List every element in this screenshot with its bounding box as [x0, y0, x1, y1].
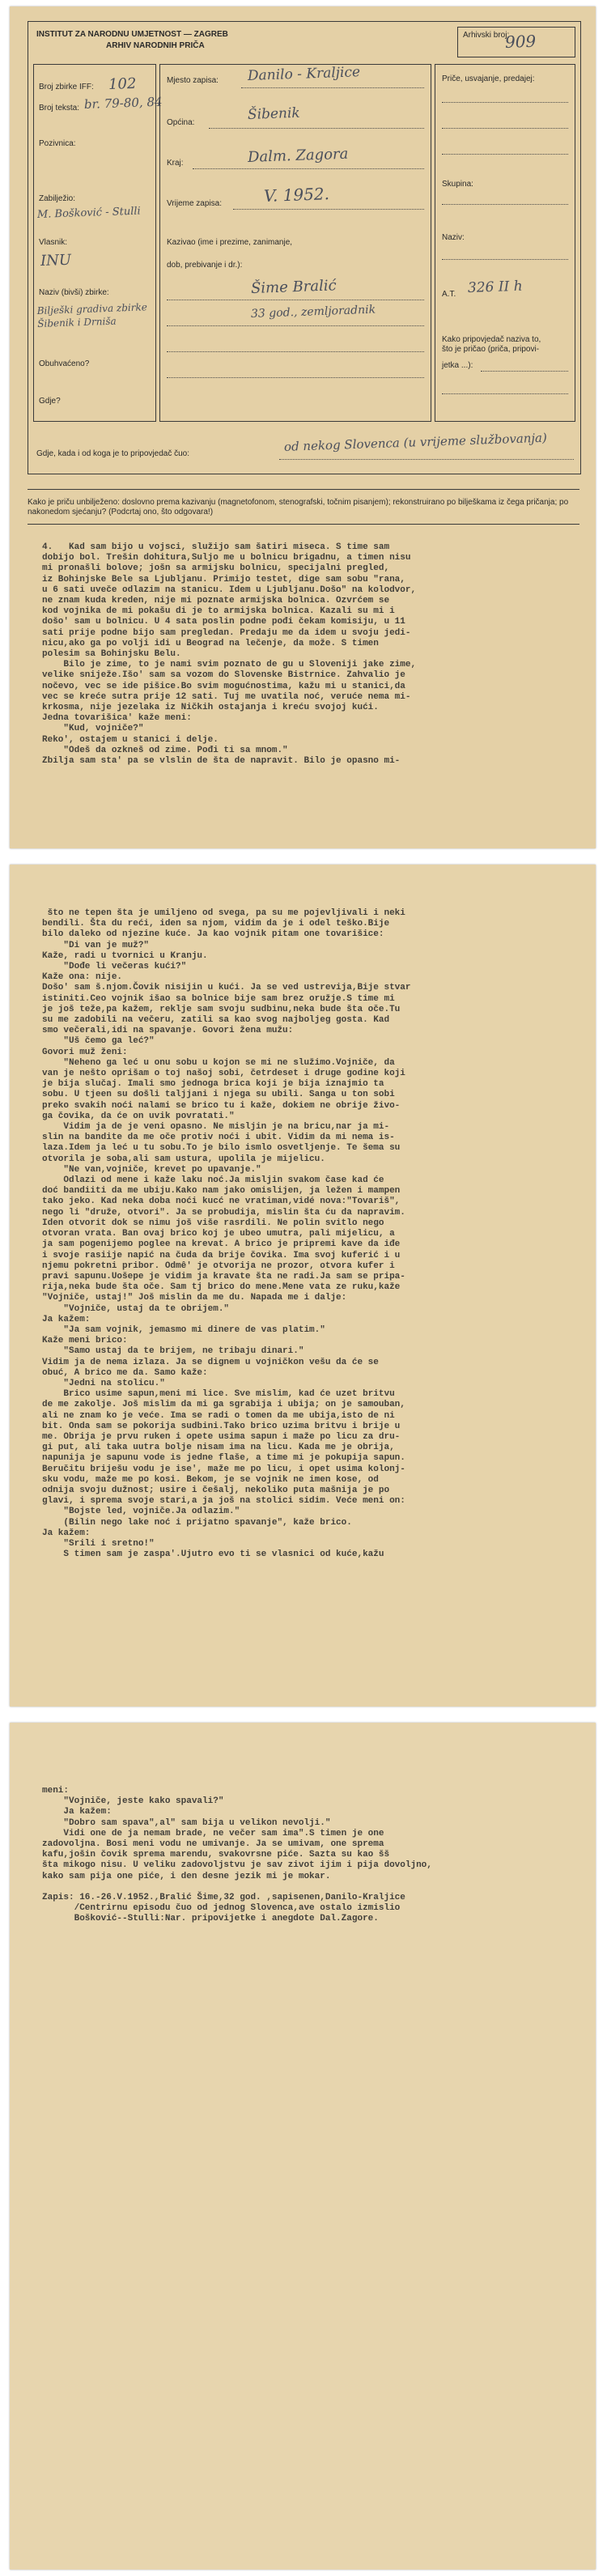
archive-subtitle: ARHIV NARODNIH PRIČA [106, 41, 205, 50]
time-value: V. 1952. [263, 184, 330, 206]
typed-line: zadovoljna. Bosi meni vodu ne umivanje. Ja se umivam, one sprema [42, 1839, 384, 1850]
typed-line: "Bojste led, vojniče.Ja odlazim." [42, 1507, 240, 1517]
typed-line: došo' sam u bolnicu. U 4 sata poslin podne pođi čekam komisiju, u 11 [42, 617, 405, 627]
typed-line: "Srili i sretno!" [42, 1538, 155, 1549]
typed-line: /Centrirnu episodu čuo od jednog Slovenca,ave ostalo izmislio [42, 1903, 401, 1914]
typed-line: napunija je sapunu vode is jedne flaše, a time mi je pokupija sapun. [42, 1453, 405, 1464]
typed-line: meni: [42, 1786, 70, 1796]
place-value: Danilo - Kraljice [247, 64, 361, 84]
collection-number-label: Broj zbirke IFF: [39, 83, 94, 91]
typed-line: Govori muž ženi: [42, 1047, 128, 1057]
owner-value: INU [40, 251, 72, 270]
invitation-label: Pozivnica: [39, 139, 76, 148]
typed-text-page-1 [42, 542, 578, 767]
typed-line: dobijo bol. Trešin dohitura,Suljo me u bolnicu brigadnu, a timen nisu [42, 553, 411, 563]
typed-line: otvoran vrata. Ban ovaj brico koj je ubeo umutra, pali mijelicu, a [42, 1229, 395, 1239]
typed-line: kafu,jošin čovik sprema marendu, svakovrsne piće. Sazta su kao šš [42, 1850, 390, 1860]
region-label: Kraj: [167, 159, 184, 168]
typed-line: ali ne znam ko je veće. Ima se radi o tomen da me ubija,isto de ni [42, 1410, 395, 1421]
typed-line: što ne tepen šta je umiljeno od svega, pa su me pojevljivali i neki [42, 908, 405, 918]
typed-line: "Ne van,vojniče, krevet po upavanje." [42, 1164, 261, 1175]
typed-line: kod vojnika de mi pokašu di je to armijska bolnica. Kazali su mi i [42, 606, 395, 617]
typed-line: ja sam pogenijemo poglee na krevat. A brico je pripremi kave da iđe [42, 1239, 401, 1250]
typed-line: Brico usime sapun,meni mi lice. Sve mislim, kad će uzet britvu [42, 1389, 395, 1400]
typed-line: slin na bandite da me oče protiv noći i ubit. Vidim da mi nema is- [42, 1133, 395, 1143]
typed-line: Bošković--Stulli:Nar. pripovijetke i anegdote Dal.Zagore. [42, 1914, 379, 1924]
typed-line: pravi sapunu.Uošepe je vidim ja kravate šta ne radi.Ja sam se pripa- [42, 1271, 405, 1282]
typed-line: otvorila je soba,ali sam ustura, upolila je mijelicu. [42, 1154, 325, 1164]
typed-line: Ja kažem: [42, 1314, 91, 1324]
typed-line: glavi, i sprema svoje stari,a ja još na stolici sidim. Veće meni on: [42, 1496, 405, 1507]
narrator-calls-label-line3: jetka ...): [442, 361, 473, 370]
typed-line: njemu pokretni pribor. Odmê' je otvorija ne prozor, otvora kufer i [42, 1260, 395, 1271]
typed-line: nicu,ako ga po volji idi u Beograd na lečenje, da može. S timen [42, 638, 379, 648]
typed-line: bilo daleko od njezine kuće. Ja kao vojnik pitam one tovarišice: [42, 929, 384, 940]
typed-line: tako jeko. Kad neka doba noći kucć ne vratiman,vidé nova:"Tovariš", [42, 1197, 401, 1207]
typed-line: Došo' sam š.njom.Čovik nisijin u kući. Ja se ved ustrevija,Bije stvar [42, 983, 411, 993]
typed-line: i svoje rasiije napić na čuda da brije čovika. Ima svoj kuferić i u [42, 1250, 401, 1260]
typed-line: "Odeš da ozkneš od zime. Pođi ti sa mnom." [42, 745, 288, 755]
recorder-label: Zabilježio: [39, 194, 76, 203]
heard-from-value: od nekog Slovenca (u vrijeme službovanja) [283, 430, 548, 454]
typed-line: Odlazi od mene i kaže laku noć.Ja misljin svakom čase kad će [42, 1175, 384, 1186]
typed-line: Beručitu briješu vodu je ise', maže me po licu, i opet usima kolonj- [42, 1464, 405, 1474]
narrator-details-value: 33 god., zemljoradnik [250, 303, 376, 321]
document-page-2 [10, 865, 596, 1707]
name-label: Naziv: [442, 233, 465, 242]
typed-line: je još teže,pa kažem, reklje sam svoju sudbinu,neka bude šta oče.Tu [42, 1004, 401, 1014]
typed-line: Iden otvorit dok se nimu još više rasrdili. Ne polin svitlo nego [42, 1218, 384, 1228]
typed-line: Vidi one de ja nemam brade, ne večer sam ima".S timen je one [42, 1828, 384, 1838]
classification-box [435, 64, 575, 422]
former-collection-value: Bilješki gradiva zbirke Šibenik i Drniša [36, 301, 148, 329]
typed-line: nočevo, vec se ide pišice.Bo svim mogućnostima, kažu mi u stanici,da [42, 681, 405, 691]
institute-title: INSTITUT ZA NARODNU UMJETNOST — ZAGREB [36, 30, 228, 39]
recorder-value: M. Bošković - Stulli [36, 205, 141, 221]
typed-line: polesim sa Bohinjsku Belu. [42, 649, 181, 660]
typed-line: "Vojniče, ustaj!" Još mislin da me du. Napada me i dalje: [42, 1293, 347, 1303]
at-value: 326 II h [467, 278, 523, 296]
typed-line: "Samo ustaj da te brijem, ne tribaju dinari." [42, 1346, 304, 1357]
typed-line: su me zadobili na večeru, zatili sa kao svog najboljeg gosta. Kad [42, 1015, 390, 1026]
typed-line: bit. Onda sam se pokorija sudbini.Tako brico uzima britvu i brije u [42, 1421, 401, 1431]
region-value: Dalm. Zagora [247, 145, 349, 166]
typed-line: Kaže ona: nije. [42, 972, 123, 983]
typed-line: "Neheno ga leć u onu sobu u kojon se mi ne služimo.Vojniče, da [42, 1057, 395, 1068]
document-page-3 [10, 1723, 596, 2570]
text-number-value: br. 79-80, 84 [83, 94, 163, 112]
typed-line: Zbilja sam sta' pa se vlslin de šta de napravit. Bilo je opasno mi- [42, 756, 401, 767]
typed-line: de me zakolje. Još mislim da mi ga sgrabija i ubija; on je samouban, [42, 1400, 405, 1410]
typed-line: laza.Idem ja leć u tu sobu.To je bilo ismlo osvetljenje. Te šema su [42, 1143, 401, 1154]
typed-line: Zapis: 16.-26.V.1952.,Bralić Šime,32 god. ,sapisenen,Danilo-Kraljice [42, 1893, 405, 1903]
typed-line: "Vojniče, ustaj da te obrijem." [42, 1303, 230, 1314]
typed-line: sati prije podne bijo sam pregledan. Predaju me da idem u svoju jedi- [42, 627, 411, 638]
collection-number-value: 102 [108, 74, 137, 93]
narrator-calls-label-line1: Kako pripovjedač naziva to, [442, 335, 541, 344]
collection-info-box [33, 64, 163, 422]
typed-line: Vidim ja de nema izlaza. Ja se dignem u vojničkon vešu da će se [42, 1357, 379, 1367]
archive-number-value: 909 [504, 31, 537, 52]
typed-line: "Uš čemo ga leć?" [42, 1036, 155, 1047]
typed-line: šta mikogo nisu. U veliku zadovoljstvu je sav zivot ijim i pija dovoljno, [42, 1860, 432, 1871]
typed-text-page-2 [42, 908, 578, 1560]
typed-line: "Dođe li večeras kući?" [42, 962, 187, 972]
typed-line: velike sniježe.Išo' sam sa vozom do Slovenske Bistrnice. Zahvalio je [42, 670, 405, 681]
typed-line: Bilo je zime, to je nami svim poznato de gu u Sloveniji jake zime, [42, 660, 417, 670]
typed-line [42, 1882, 578, 1893]
typed-line: S timen sam je zaspa'.Ujutro evo ti se vlasnici od kuće,kažu [42, 1549, 384, 1560]
typed-line: (Bilin nego lake noć i prijatno spavanje", kaže brico. [42, 1517, 352, 1528]
municipality-value: Šibenik [247, 104, 301, 123]
typed-line: "Ja sam vojnik, jemasmo mi dinere de vas platim." [42, 1324, 325, 1335]
municipality-label: Općina: [167, 118, 195, 127]
included-label: Obuhvaćeno? [39, 359, 90, 368]
typed-line: Reko', ostajem u stanici i delje. [42, 734, 219, 745]
typed-line: vec se kreće sutra prije 12 sati. Tuj me uvatila noć, veruće nema mi- [42, 691, 411, 702]
typed-line: u 6 sati uveče odlazim na stanicu. Idem u Ljubljanu.Došo" na kolodvor, [42, 584, 417, 595]
typed-line: Ja kažem: [42, 1528, 91, 1538]
archive-form [28, 21, 581, 474]
archive-number-label: Arhivski broj: [463, 31, 510, 40]
group-label: Skupina: [442, 180, 473, 189]
typed-line: van je nešto oprišam o toj našoj sobi, četrdeset i druge godine koji [42, 1069, 405, 1079]
typed-line: "Di van je muž?" [42, 940, 150, 950]
typed-line: smo večerali,idi na spavanje. Govori žena mužu: [42, 1026, 294, 1036]
typed-line: gi put, ali taka uutra bolje nisam ima na licu. Kada me je obrija, [42, 1443, 395, 1453]
typed-line: 4. Kad sam bijo u vojsci, služijo sam šatiri miseca. S time sam [42, 542, 390, 552]
typed-line: ne znam kuda kreden, nije mi poznate armijska bolnica. Ozvrćem se [42, 596, 390, 606]
owner-label: Vlasnik: [39, 238, 68, 247]
typed-line: "Dobro sam spava",al" sam bija u velikon nevolji." [42, 1817, 331, 1828]
typed-line: rija,neka bude šta oče. Sam tj brico do mene.Mene vata ze ruku,kaže [42, 1282, 401, 1293]
typed-line: "Kud, vojniče?" [42, 724, 144, 734]
typed-line: kako sam pija one piće, i den desne jezik mi je mokar. [42, 1871, 331, 1881]
typed-line: ga čovika, da će on uvik povratati." [42, 1111, 235, 1121]
time-label: Vrijeme zapisa: [167, 199, 222, 208]
narrator-name-value: Šime Bralić [250, 277, 337, 297]
narrator-calls-label-line2: što je pričao (priča, pripovi- [442, 345, 540, 354]
typed-line: krkosma, nije jezelaka iz Ničkih ostajanja i kreću svojoj kući. [42, 703, 379, 713]
where-label: Gdje? [39, 397, 61, 406]
typed-line: Kaže meni brico: [42, 1336, 128, 1346]
typed-line: bendili. Šta du reći, iden sa njom, vidim da je i odel teško.Bije [42, 919, 390, 929]
narrator-label-line1: Kazivao (ime i prezime, zanimanje, [167, 238, 293, 247]
document-page-1 [10, 6, 596, 848]
typed-line: istiniti.Ceo vojnik išao sa bolnice bije sam brez oružje.S time mi [42, 993, 395, 1004]
narrator-label-line2: dob, prebivanje i dr.): [167, 261, 243, 270]
story-type-label: Priče, usvajanje, predajej: [442, 74, 535, 83]
text-number-label: Broj teksta: [39, 104, 80, 113]
place-label: Mjesto zapisa: [167, 76, 219, 85]
heard-from-label: Gdje, kada i od koga je to pripovjedač čuo: [36, 449, 190, 458]
typed-line: sku vodu, maže me po kosi. Bekom, je se vojnik ne imen kose, od [42, 1474, 379, 1485]
typed-line: mi pronašli bolove; jošn sa armijsku bolnicu, specijalni pregled, [42, 563, 390, 574]
typed-line: nego li "druže, otvori". Ja se probudija, mislin šta ću da napravim. [42, 1207, 405, 1218]
recording-info-box [159, 64, 431, 422]
typed-line: Ja kažem: [42, 1807, 112, 1817]
typed-line: obuć, A brico me da. Samo kaže: [42, 1367, 208, 1378]
typed-line: Jedna tovarišica' kaže meni: [42, 713, 192, 724]
at-label: A.T. [442, 290, 456, 299]
typed-line: odnija svoju dužnost; usire i češalj, nekoliko puta mašnija je po [42, 1485, 390, 1495]
typed-line: "Jedni na stolicu." [42, 1378, 165, 1388]
typed-line: doć bandiiti da me ubiju.Kako nam jako omislijen, ja ležen i mampen [42, 1186, 401, 1197]
archive-number-box [457, 27, 575, 57]
typed-line: me. Obrija je prvu ruken i opete usima sapun i maže po licu za dru- [42, 1431, 401, 1442]
typed-text-page-3 [42, 1786, 578, 1925]
typed-line: iz Bohinjske Bele sa Ljubljanu. Primijo testet, dige sam sobu "rana, [42, 574, 405, 584]
typed-line: je bija slučaj. Imali smo jednoga brica koji je bija iznajmio ta [42, 1079, 384, 1090]
typed-line: sobu. U tjeen su došli taljjani i njega su ubili. Sanga u ton sobi [42, 1090, 395, 1100]
former-collection-label: Naziv (bivši) zbirke: [39, 288, 109, 297]
typed-line: Vidim ja de je veni opasno. Ne misljin je na bricu,nar ja mi- [42, 1122, 390, 1133]
typed-line: preko svakih noći nalami se brico tu i kaže, dokiem ne obrije živo- [42, 1100, 401, 1111]
recording-method-note [28, 489, 579, 525]
typed-line: Kaže, radi u tvornici u Kranju. [42, 950, 208, 961]
recording-method-text: Kako je priču unbilježeno: doslovno prema kazivanju (magnetofonom, stenografski, točnim pisanjem); rekonstruirano po bilješkama iz čega pričanja; po nakonedom sjećanju? (Podcrtaj ono, što odgovara!) [28, 498, 569, 516]
typed-line: "Vojniče, jeste kako spavali?" [42, 1796, 224, 1807]
